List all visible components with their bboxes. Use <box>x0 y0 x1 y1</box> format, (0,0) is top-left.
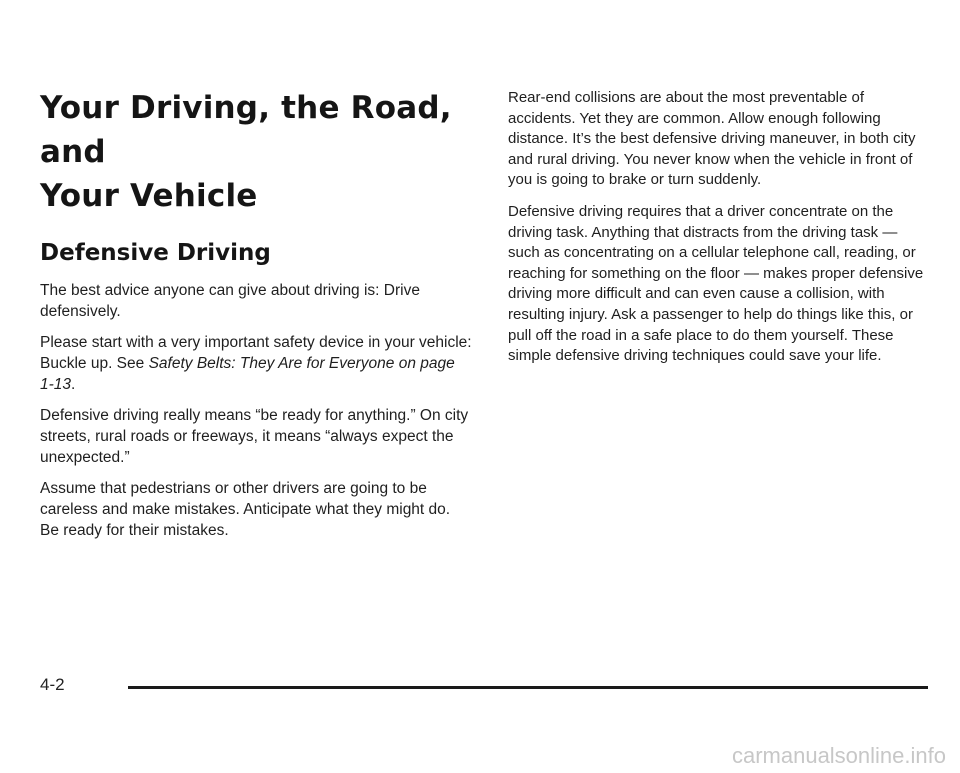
section-title <box>40 86 472 218</box>
section-title-line-1: Your Driving, the Road, and <box>40 90 452 170</box>
paragraph-pedestrians: Assume that pedestrians or other drivers are going to be careless and make mistakes. Anticipate what they might do. Be ready for their mistakes. <box>40 480 451 539</box>
paragraph-be-ready: Defensive driving really means “be ready for anything.” On city streets, rural roads or freeways, it means “always expect the unexpected.” <box>40 407 469 466</box>
footer-rule <box>128 686 928 689</box>
paragraph-buckle-up-text: Please start with a very important safety device in your vehicle: Buckle up. See <box>40 334 472 372</box>
right-column <box>508 88 930 378</box>
paragraph-buckle-up <box>40 332 472 395</box>
paragraph-drive-defensively: The best advice anyone can give about driving is: Drive defensively. <box>40 282 420 320</box>
paragraph-concentrate: Defensive driving requires that a driver concentrate on the driving task. Anything that distracts from the driving task — such as concentrating on a cellular telephone call, reading, or reaching for something on the floor — makes proper defensive driving more difficult and can even cause a collision, with resulting injury. Ask a passenger to help do things like this, or pull off the road in a safe place to do them yourself. These simple defensive driving techniques could save your life. <box>508 202 924 365</box>
watermark: carmanualsonline.info <box>731 743 946 768</box>
subsection-title: Defensive Driving <box>40 240 271 266</box>
paragraph-rear-end-collisions: Rear-end collisions are about the most preventable of accidents. Yet they are common. Allow enough following distance. It’s the best defensive driving maneuver, in both city and rural driving. You never know when the vehicle in front of you is going to brake or turn suddenly. <box>508 89 916 189</box>
cross-reference-link[interactable]: Safety Belts: They Are for Everyone on page 1-13 <box>40 355 455 393</box>
page-number: 4-2 <box>40 675 65 694</box>
page-footer <box>40 674 930 698</box>
section-title-line-2: Your Vehicle <box>40 178 258 214</box>
left-column <box>40 86 472 551</box>
paragraph-buckle-up-end: . <box>71 376 76 393</box>
